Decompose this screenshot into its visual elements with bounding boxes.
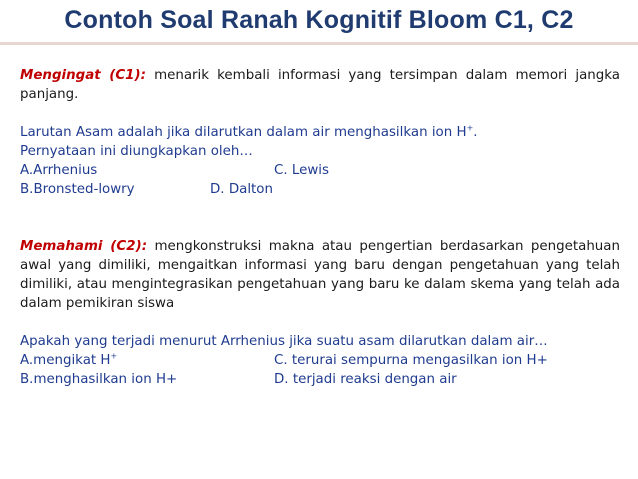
c2-definition-text: mengkonstruksi makna atau pengertian berdasarkan pengetahuan awal yang dimiliki, mengaitkan informasi yang baru dengan pengetahuan yang telah dimiliki, atau mengintegrasikan pengetahuan yang baru ke dalam skema yang telah ada dalam pemikiran siswa [20, 239, 620, 311]
page-title: Contoh Soal Ranah Kognitif Bloom C1, C2 [64, 6, 574, 34]
slide-content [20, 66, 620, 389]
c1-label: Mengingat (C1): [20, 68, 146, 83]
c1-question [20, 123, 620, 142]
spacer [20, 218, 620, 237]
c1-question-line1: Larutan Asam adalah jika dilarutkan dalam air menghasilkan ion H [20, 125, 467, 140]
c2-option-a-superscript: + [110, 351, 118, 361]
c2-option-b: B.menghasilkan ion H+ [20, 372, 178, 387]
c1-question-superscript: + [466, 123, 474, 133]
title-band [0, 0, 638, 42]
c1-option-c: C. Lewis [274, 163, 329, 178]
c2-options-row-1 [20, 351, 620, 370]
c1-definition [20, 66, 620, 104]
spacer [20, 104, 620, 123]
c1-option-d: D. Dalton [210, 182, 273, 197]
c2-option-d: D. terjadi reaksi dengan air [274, 372, 457, 387]
c1-options-row-1 [20, 161, 620, 180]
c2-definition [20, 237, 620, 313]
c1-option-a: A.Arrhenius [20, 163, 98, 178]
spacer [20, 313, 620, 332]
c1-options-row-2 [20, 180, 620, 199]
spacer [20, 199, 620, 218]
c1-question-line2: Pernyataan ini diungkapkan oleh… [20, 144, 253, 159]
title-divider [0, 42, 638, 45]
c2-option-a [20, 351, 117, 370]
c1-option-b: B.Bronsted-lowry [20, 182, 135, 197]
c2-options-row-2 [20, 370, 620, 389]
c1-question-end: . [473, 125, 478, 140]
c2-question: Apakah yang terjadi menurut Arrhenius jika suatu asam dilarutkan dalam air… [20, 334, 548, 349]
c1-definition-text: menarik kembali informasi yang tersimpan dalam memori jangka panjang. [20, 68, 620, 102]
c2-label: Memahami (C2): [20, 239, 148, 254]
c2-option-a-text: A.mengikat H [20, 353, 111, 368]
c2-option-c: C. terurai sempurna mengasilkan ion H+ [274, 353, 548, 368]
